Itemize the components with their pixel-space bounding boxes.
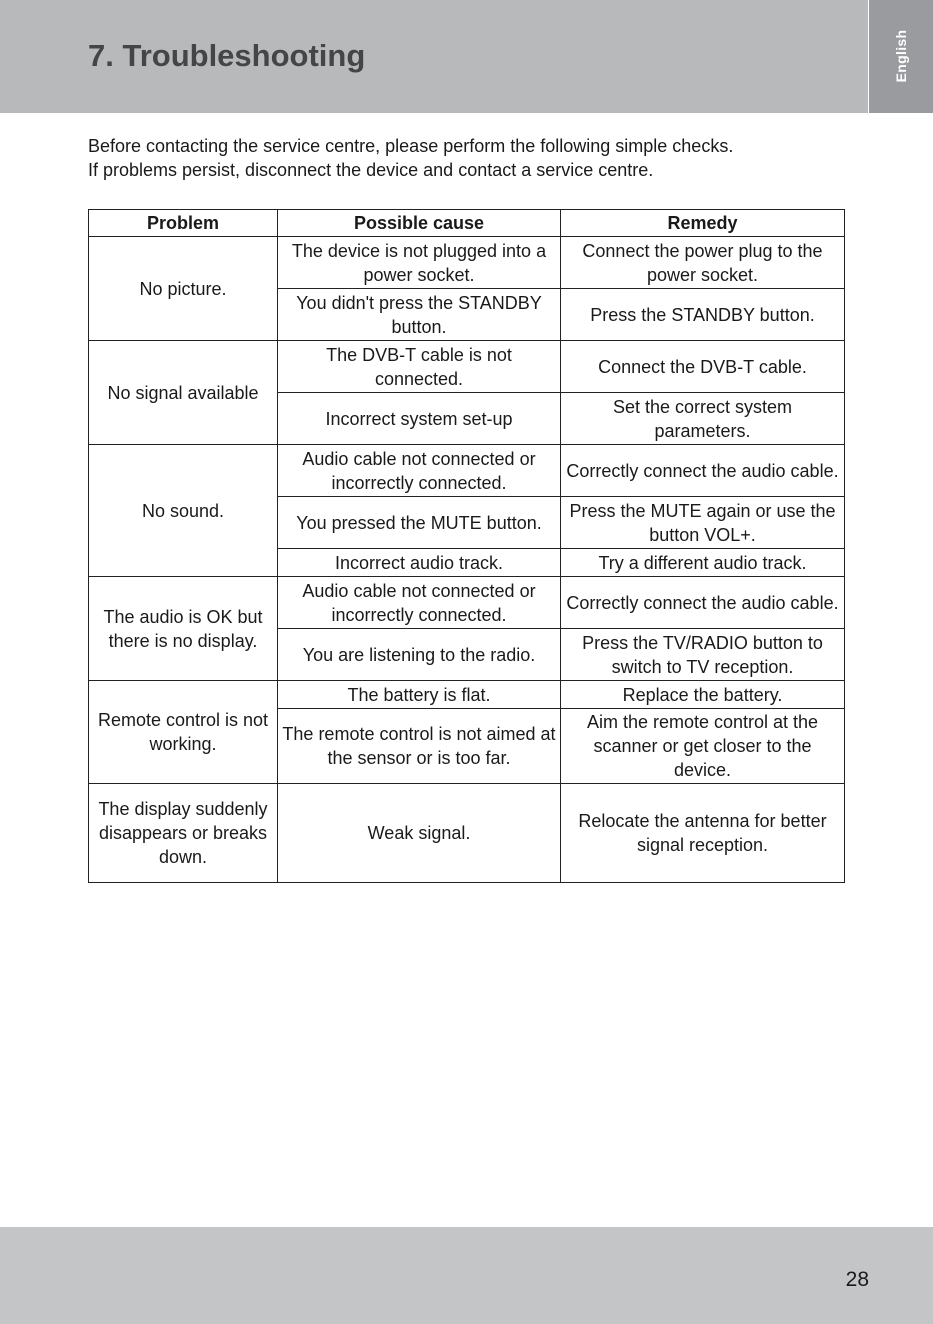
table-row <box>89 445 845 497</box>
remedy-cell: Set the correct system parameters. <box>561 393 845 445</box>
intro-text <box>88 134 733 182</box>
page-title: 7. Troubleshooting <box>88 38 366 73</box>
intro-line-1: Before contacting the service centre, please perform the following simple checks. <box>88 136 734 156</box>
cause-cell: Incorrect audio track. <box>278 549 561 577</box>
cause-cell: Weak signal. <box>278 784 561 883</box>
cause-cell: Audio cable not connected or incorrectly connected. <box>278 577 561 629</box>
cause-cell: The battery is flat. <box>278 681 561 709</box>
cause-cell: You didn't press the STANDBY button. <box>278 289 561 341</box>
table-row <box>89 577 845 629</box>
cause-cell: You are listening to the radio. <box>278 629 561 681</box>
cause-cell: The remote control is not aimed at the sensor or is too far. <box>278 709 561 784</box>
problem-cell: No sound. <box>89 445 278 577</box>
problem-cell: The display suddenly disappears or breaks down. <box>89 784 278 883</box>
cause-cell: Incorrect system set-up <box>278 393 561 445</box>
cause-cell: The device is not plugged into a power socket. <box>278 237 561 289</box>
remedy-cell: Relocate the antenna for better signal reception. <box>561 784 845 883</box>
table-row <box>89 341 845 393</box>
problem-cell: Remote control is not working. <box>89 681 278 784</box>
remedy-cell: Press the STANDBY button. <box>561 289 845 341</box>
language-tab-label: English <box>893 29 909 83</box>
header-possible-cause: Possible cause <box>278 210 561 237</box>
remedy-cell: Correctly connect the audio cable. <box>561 445 845 497</box>
remedy-cell: Try a different audio track. <box>561 549 845 577</box>
problem-cell: No picture. <box>89 237 278 341</box>
intro-line-2: If problems persist, disconnect the device and contact a service centre. <box>88 160 654 180</box>
language-tab <box>869 0 933 113</box>
header-problem: Problem <box>89 210 278 237</box>
troubleshooting-table <box>88 209 845 883</box>
remedy-cell: Replace the battery. <box>561 681 845 709</box>
remedy-cell: Correctly connect the audio cable. <box>561 577 845 629</box>
table-row <box>89 784 845 883</box>
problem-cell: The audio is OK but there is no display. <box>89 577 278 681</box>
table-header-row <box>89 210 845 237</box>
cause-cell: You pressed the MUTE button. <box>278 497 561 549</box>
remedy-cell: Connect the DVB-T cable. <box>561 341 845 393</box>
page-number: 28 <box>845 1268 869 1291</box>
remedy-cell: Connect the power plug to the power socket. <box>561 237 845 289</box>
table-row <box>89 237 845 289</box>
remedy-cell: Press the TV/RADIO button to switch to TV reception. <box>561 629 845 681</box>
footer-band <box>0 1227 933 1324</box>
problem-cell: No signal available <box>89 341 278 445</box>
cause-cell: Audio cable not connected or incorrectly connected. <box>278 445 561 497</box>
remedy-cell: Press the MUTE again or use the button VOL+. <box>561 497 845 549</box>
remedy-cell: Aim the remote control at the scanner or get closer to the device. <box>561 709 845 784</box>
cause-cell: The DVB-T cable is not connected. <box>278 341 561 393</box>
header-remedy: Remedy <box>561 210 845 237</box>
table-row <box>89 681 845 709</box>
